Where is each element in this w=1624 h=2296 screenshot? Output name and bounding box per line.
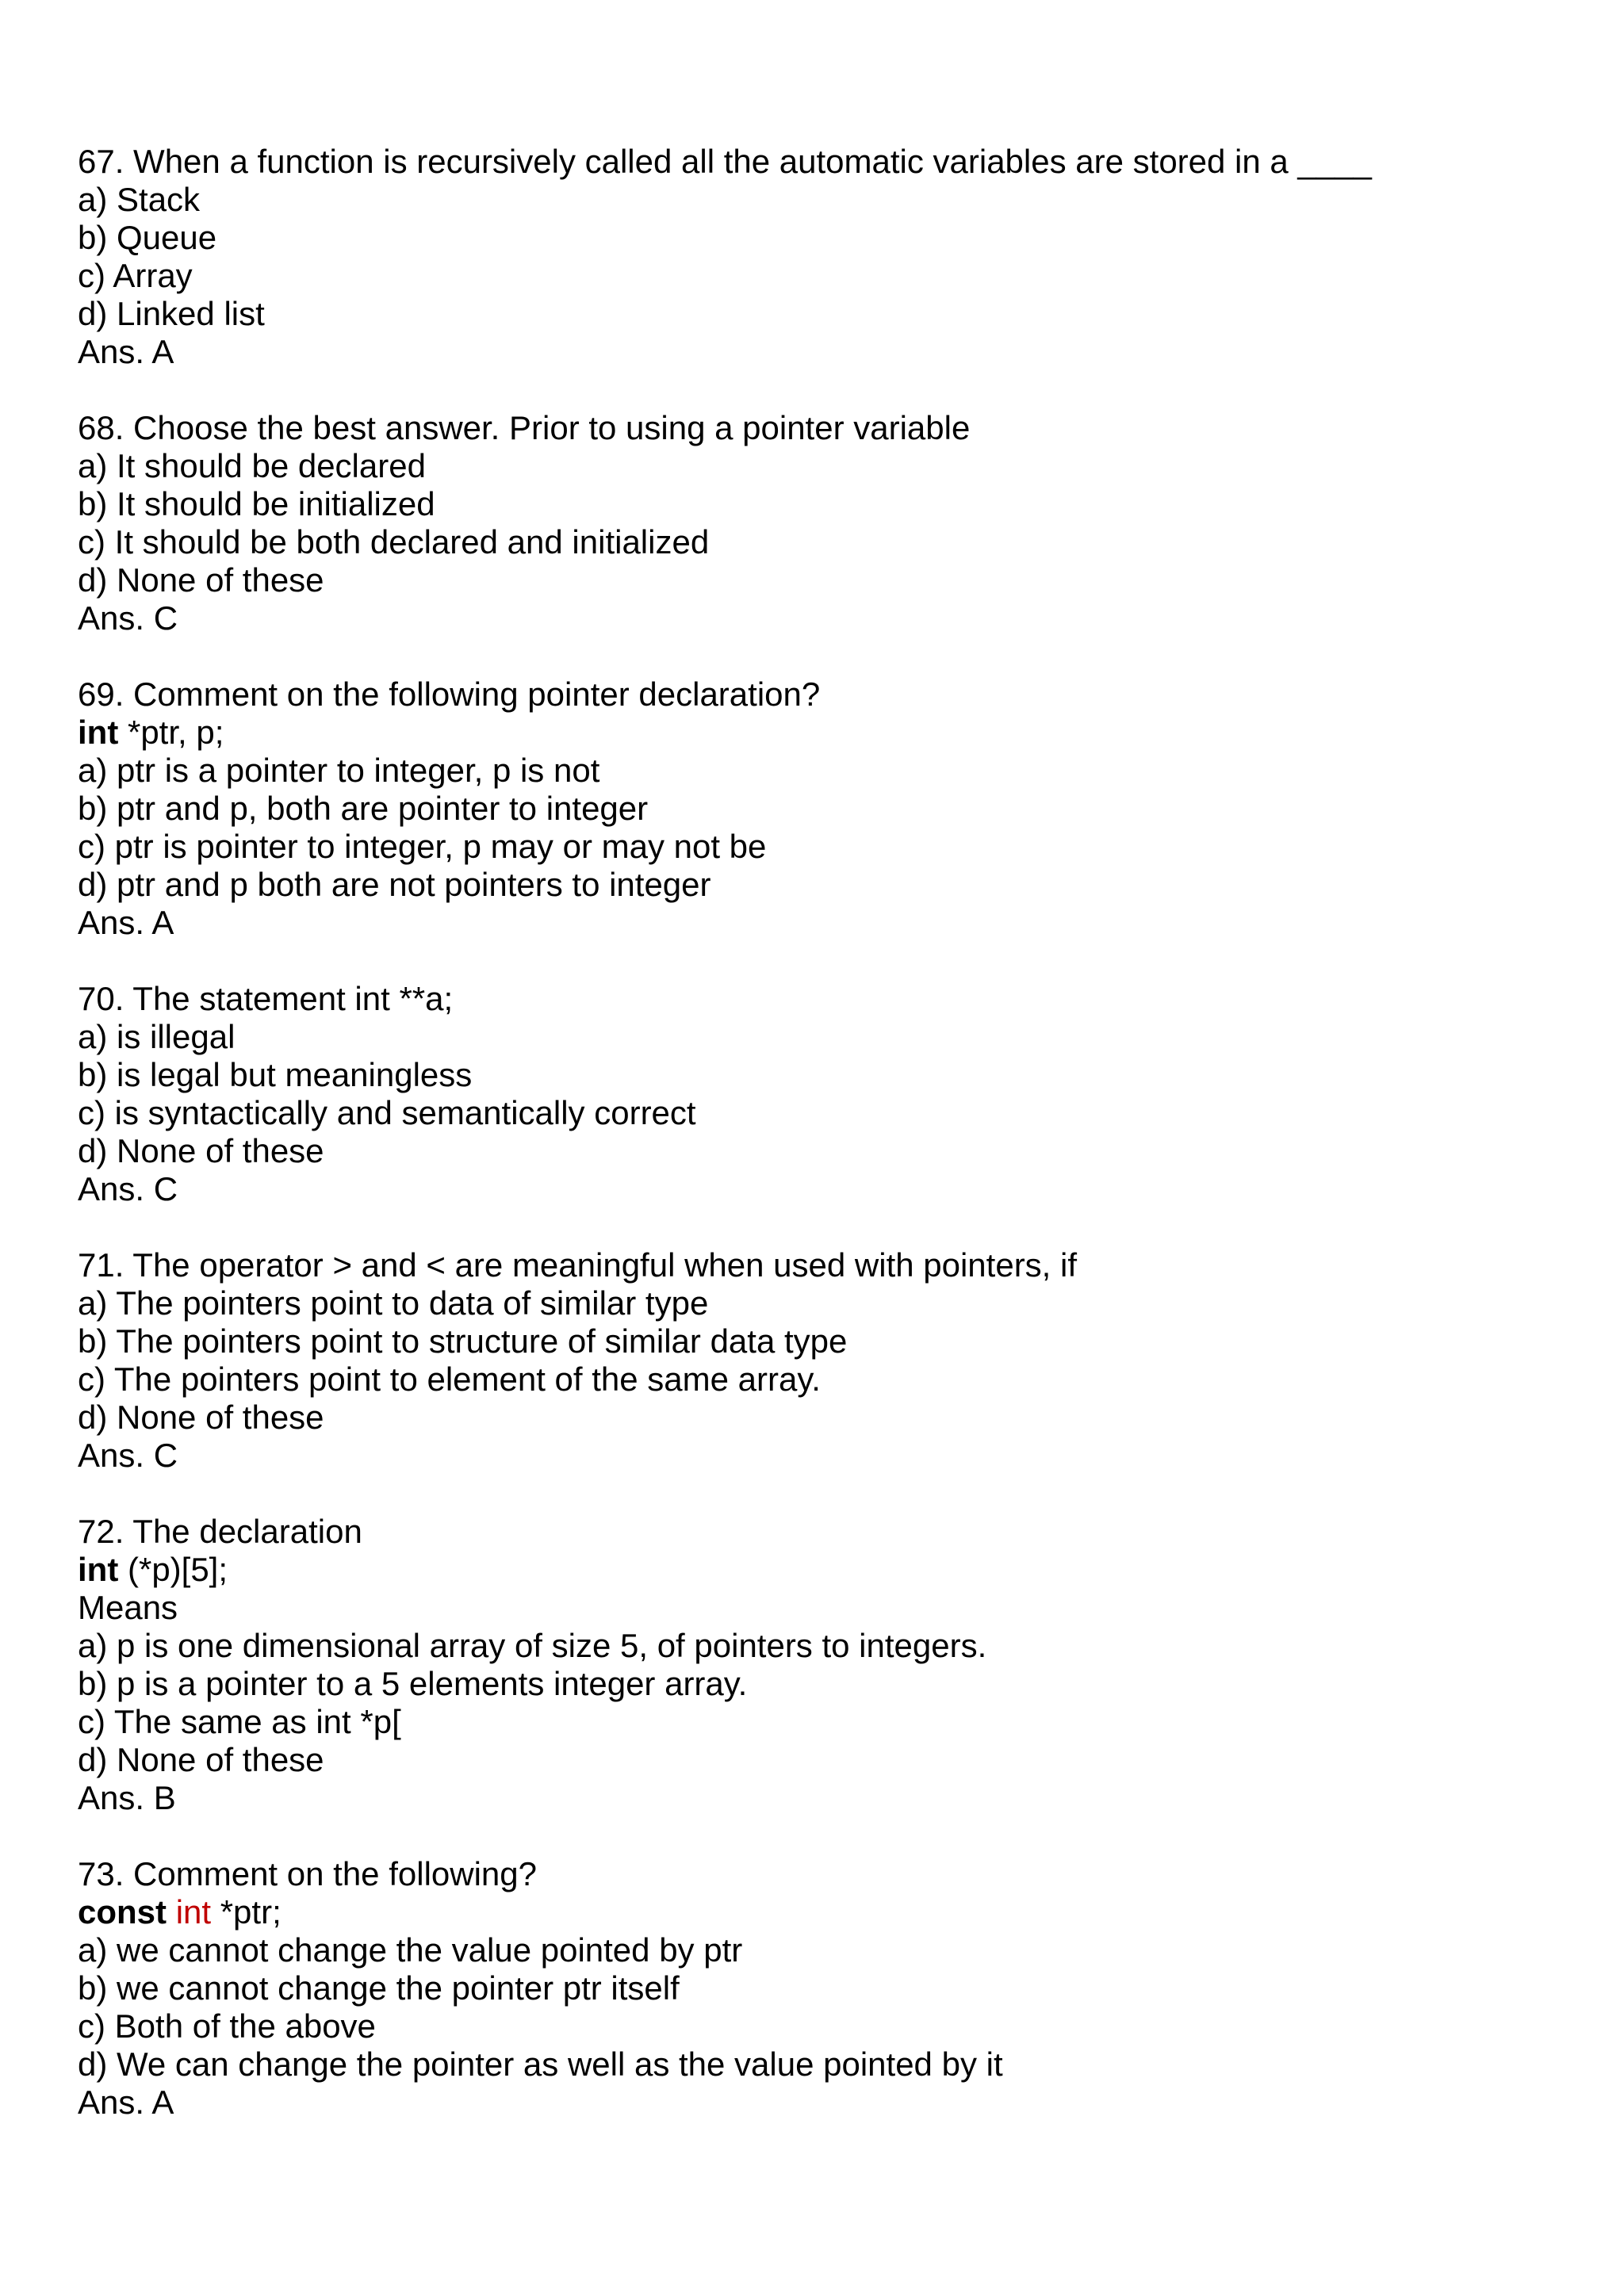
option-c: c) Array bbox=[78, 257, 193, 294]
question-stem: 69. Comment on the following pointer declaration? bbox=[78, 675, 821, 713]
option-d: d) Linked list bbox=[78, 295, 265, 332]
option-d: d) We can change the pointer as well as the value pointed by it bbox=[78, 2045, 1003, 2083]
option-c: c) It should be both declared and initialized bbox=[78, 523, 710, 561]
option-b: b) we cannot change the pointer ptr itself bbox=[78, 1969, 680, 2007]
option-b: b) p is a pointer to a 5 elements integer array. bbox=[78, 1665, 748, 1702]
option-a: a) Stack bbox=[78, 181, 201, 218]
code-keyword: const bbox=[78, 1893, 167, 1931]
answer: Ans. C bbox=[78, 1170, 178, 1207]
option-c: c) is syntactically and semantically correct bbox=[78, 1094, 696, 1131]
option-c: c) The pointers point to element of the same array. bbox=[78, 1360, 821, 1398]
answer: Ans. B bbox=[78, 1779, 176, 1816]
answer: Ans. C bbox=[78, 1437, 178, 1474]
document-page bbox=[78, 143, 1545, 2160]
answer: Ans. A bbox=[78, 904, 174, 941]
question-73 bbox=[78, 1855, 1545, 2122]
question-71 bbox=[78, 1246, 1545, 1475]
option-a: a) It should be declared bbox=[78, 447, 426, 484]
option-d: d) None of these bbox=[78, 561, 324, 599]
code-rest: (*p)[5]; bbox=[118, 1551, 228, 1588]
option-b: b) is legal but meaningless bbox=[78, 1056, 473, 1093]
question-68 bbox=[78, 409, 1545, 637]
option-d: d) None of these bbox=[78, 1399, 324, 1436]
question-72 bbox=[78, 1513, 1545, 1817]
code-line bbox=[78, 1893, 1545, 1931]
option-d: d) ptr and p both are not pointers to integer bbox=[78, 866, 711, 903]
code-rest: *ptr; bbox=[211, 1893, 282, 1931]
option-a: a) ptr is a pointer to integer, p is not bbox=[78, 752, 600, 789]
code-line bbox=[78, 1551, 1545, 1589]
code-keyword: int bbox=[78, 1551, 119, 1588]
option-a: a) p is one dimensional array of size 5, of pointers to integers. bbox=[78, 1627, 987, 1664]
option-b: b) It should be initialized bbox=[78, 485, 435, 522]
question-69 bbox=[78, 675, 1545, 942]
option-b: b) ptr and p, both are pointer to integer bbox=[78, 790, 649, 827]
answer: Ans. A bbox=[78, 2084, 174, 2121]
question-stem: 73. Comment on the following? bbox=[78, 1855, 537, 1892]
option-c: c) Both of the above bbox=[78, 2007, 376, 2045]
option-b: b) The pointers point to structure of similar data type bbox=[78, 1322, 848, 1360]
stem-continuation: Means bbox=[78, 1589, 178, 1626]
option-a: a) we cannot change the value pointed by ptr bbox=[78, 1931, 743, 1969]
option-a: a) The pointers point to data of similar type bbox=[78, 1284, 709, 1322]
question-stem: 68. Choose the best answer. Prior to using a pointer variable bbox=[78, 409, 971, 446]
question-stem: 67. When a function is recursively called all the automatic variables are stored in a ____ bbox=[78, 143, 1372, 180]
question-stem: 70. The statement int **a; bbox=[78, 980, 454, 1017]
code-type: int bbox=[175, 1893, 212, 1931]
question-70 bbox=[78, 980, 1545, 1208]
question-stem: 72. The declaration bbox=[78, 1513, 362, 1550]
option-c: c) The same as int *p[ bbox=[78, 1703, 401, 1740]
question-stem: 71. The operator > and < are meaningful when used with pointers, if bbox=[78, 1246, 1078, 1284]
question-67 bbox=[78, 143, 1545, 371]
option-d: d) None of these bbox=[78, 1132, 324, 1169]
option-d: d) None of these bbox=[78, 1741, 324, 1778]
option-a: a) is illegal bbox=[78, 1018, 236, 1055]
code-rest: *ptr, p; bbox=[118, 714, 224, 751]
option-b: b) Queue bbox=[78, 219, 217, 256]
answer: Ans. A bbox=[78, 333, 174, 370]
answer: Ans. C bbox=[78, 599, 178, 637]
option-c: c) ptr is pointer to integer, p may or may not be bbox=[78, 828, 767, 865]
code-keyword: int bbox=[78, 714, 119, 751]
code-line bbox=[78, 714, 1545, 752]
